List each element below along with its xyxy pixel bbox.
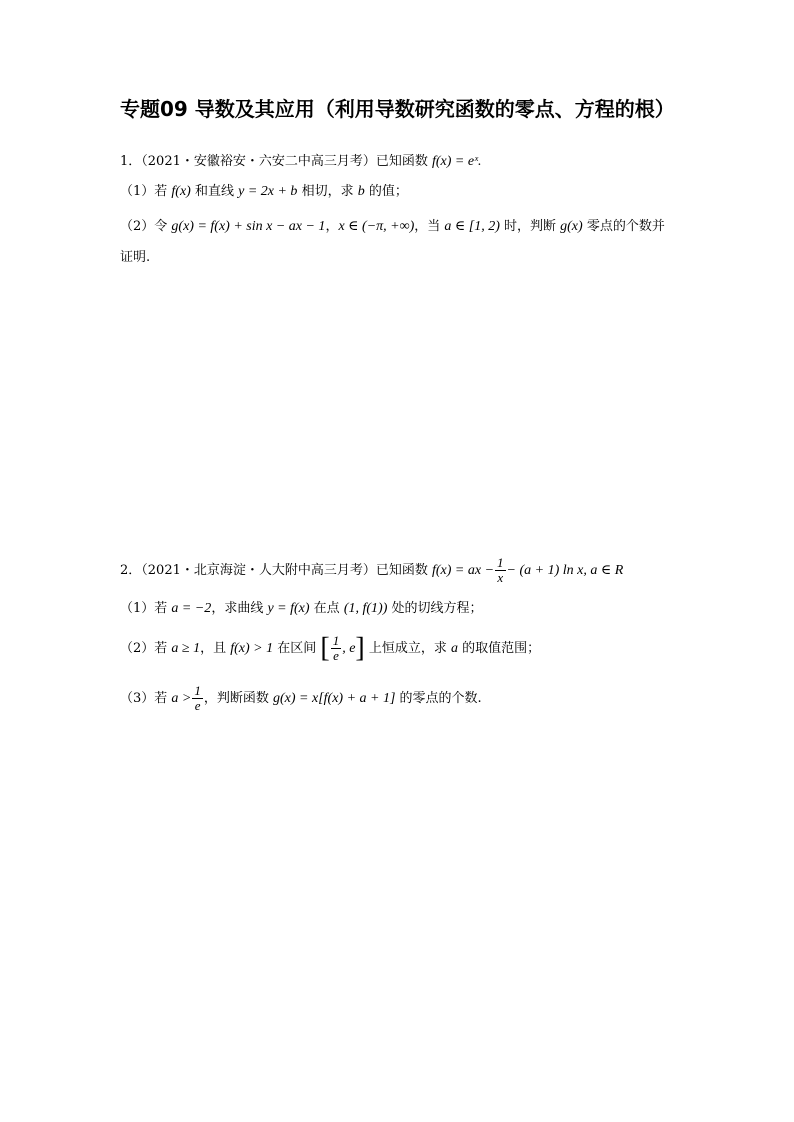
q2-part3-fraction-denominator: e bbox=[194, 698, 201, 713]
q2-part2-formula-ineq: f(x) > 1 bbox=[230, 641, 274, 656]
q1-part2-text-c: ，当 bbox=[414, 219, 445, 234]
q2-part1 bbox=[120, 599, 483, 619]
q1-stem-formula: f(x) = eˣ. bbox=[432, 154, 482, 169]
q1-part2 bbox=[120, 217, 665, 237]
q2-part2-fraction bbox=[331, 634, 342, 663]
q2-part3-text-b: ，判断函数 bbox=[203, 691, 273, 706]
q1-part1-text-c: 相切，求 bbox=[297, 184, 358, 199]
q2-stem-fraction-numerator: 1 bbox=[497, 555, 504, 570]
page-title: 专题09 导数及其应用（利用导数研究函数的零点、方程的根） bbox=[120, 97, 675, 121]
q1-part1-formula-line: y = 2x + b bbox=[238, 184, 298, 199]
q2-part2-text-a: （2）若 bbox=[120, 641, 172, 656]
q2-part1-formula-point: (1, f(1)) bbox=[343, 601, 388, 616]
q1-part2-text-a: （2）令 bbox=[120, 219, 172, 234]
q2-part3-text-a: （3）若 bbox=[120, 691, 172, 706]
q2-stem bbox=[120, 556, 623, 585]
q2-part2-right-bracket: ] bbox=[355, 632, 365, 664]
q1-stem-text: 1．（2021・安徽裕安・六安二中高三月考）已知函数 bbox=[120, 154, 432, 169]
q1-part2-formula-gx: g(x) bbox=[560, 219, 583, 234]
q2-part3-fraction-numerator: 1 bbox=[194, 683, 201, 698]
q2-part2-left-bracket: [ bbox=[320, 632, 330, 664]
q1-part2-formula-a-range: a ∈ [1, 2) bbox=[444, 219, 500, 234]
q2-part3 bbox=[120, 684, 482, 713]
q2-part1-text-c: 在点 bbox=[309, 601, 344, 616]
q2-stem-formula-a: f(x) = ax − bbox=[432, 563, 495, 578]
q1-part2-text-e: 零点的个数并 bbox=[582, 219, 665, 234]
q2-part2-formula-a2: a bbox=[451, 641, 459, 656]
q2-part1-text-b: ，求曲线 bbox=[211, 601, 268, 616]
q2-part2-fraction-denominator: e bbox=[333, 648, 339, 663]
q1-part1-text-b: 和直线 bbox=[190, 184, 239, 199]
q2-part1-text-a: （1）若 bbox=[120, 601, 172, 616]
q2-part1-formula-a: a = −2 bbox=[171, 601, 212, 616]
q1-part2-formula-g: g(x) = f(x) + sin x − ax − 1 bbox=[171, 219, 326, 234]
q2-part1-text-d: 处的切线方程； bbox=[387, 601, 483, 616]
q2-part2-formula-a: a ≥ 1 bbox=[171, 641, 201, 656]
q2-stem-text: 2．（2021・北京海淀・人大附中高三月考）已知函数 bbox=[120, 563, 432, 578]
q2-part3-fraction bbox=[192, 684, 203, 713]
q1-stem bbox=[120, 152, 482, 172]
q1-part1-text-a: （1）若 bbox=[120, 184, 172, 199]
q1-part2-text-b: ， bbox=[325, 219, 339, 234]
q2-stem-fraction bbox=[495, 556, 506, 585]
q2-part3-text-c: 的零点的个数. bbox=[395, 691, 482, 706]
q2-part2 bbox=[120, 634, 540, 663]
q2-stem-formula-b: − (a + 1) ln x, a ∈ R bbox=[506, 563, 624, 578]
q2-part2-text-d: 上恒成立，求 bbox=[364, 641, 452, 656]
q2-part2-text-c: 在区间 bbox=[273, 641, 321, 656]
q2-part1-formula-curve: y = f(x) bbox=[267, 601, 310, 616]
q1-part1 bbox=[120, 182, 408, 202]
q2-stem-fraction-denominator: x bbox=[497, 570, 504, 585]
q2-part2-fraction-numerator: 1 bbox=[332, 633, 340, 648]
q1-part1-formula-f: f(x) bbox=[171, 184, 191, 199]
q1-part2-text-d: 时，判断 bbox=[499, 219, 561, 234]
q2-part2-text-e: 的取值范围； bbox=[458, 641, 541, 656]
q2-part2-text-b: ，且 bbox=[200, 641, 231, 656]
q1-part1-formula-b: b bbox=[357, 184, 365, 199]
q2-part3-formula-g: g(x) = x[f(x) + a + 1] bbox=[273, 691, 396, 706]
q1-part1-text-d: 的值； bbox=[364, 184, 408, 199]
q1-part2-formula-domain: x ∈ (−π, +∞) bbox=[338, 219, 415, 234]
q2-part3-formula-a: a > bbox=[171, 691, 192, 706]
q2-part2-formula-upper: , e bbox=[342, 641, 356, 656]
q1-part2-continued: 证明. bbox=[120, 250, 151, 265]
